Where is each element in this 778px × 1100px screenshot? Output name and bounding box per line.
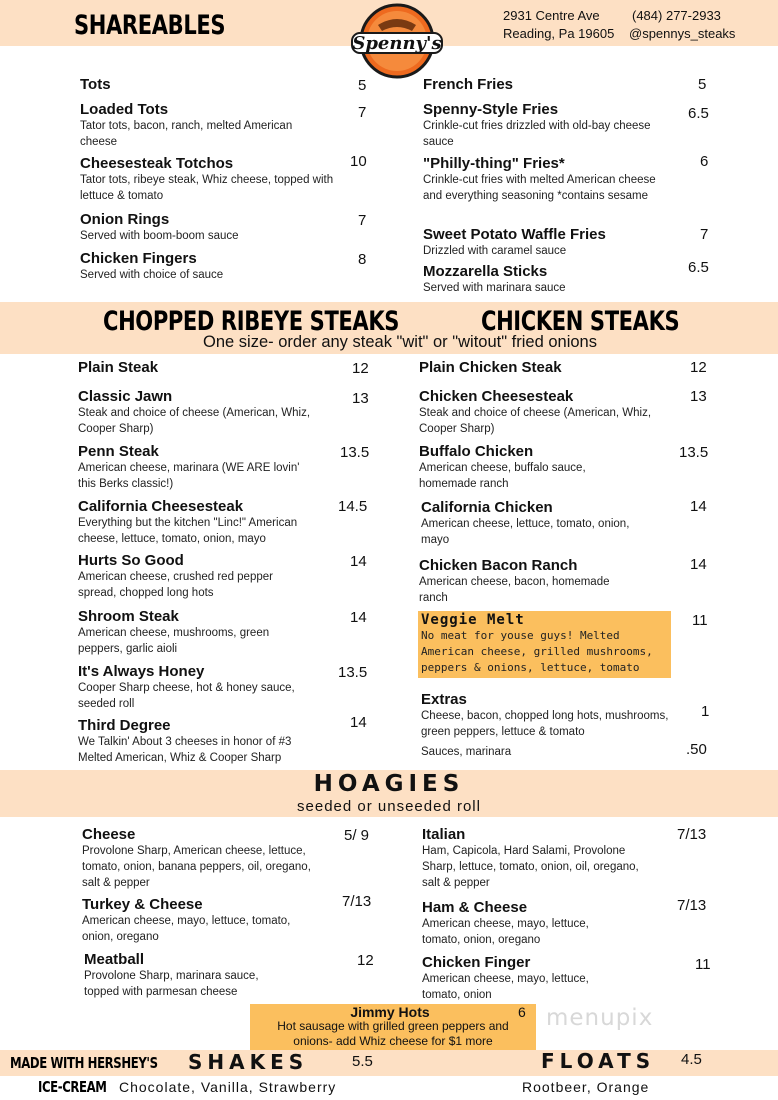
item-price: 12	[352, 360, 369, 377]
item-price: 7	[358, 104, 367, 121]
item-price: 13	[690, 388, 707, 405]
item-price: 6	[700, 153, 709, 170]
menupix-watermark: menupix	[546, 1005, 654, 1031]
hershey-line1: MADE WITH HERSHEY'S	[10, 1054, 158, 1072]
item-price: 12	[690, 359, 707, 376]
chicken-title: CHICKEN STEAKS	[481, 306, 680, 337]
item-price: 7/13	[342, 893, 372, 910]
list-item: Chicken Cheesesteak Steak and choice of cheese (American, Whiz, Cooper Sharp)	[419, 388, 652, 435]
list-item: "Philly-thing" Fries* Crinkle-cut fries with melted American cheese and everything seasoning *contains sesame	[423, 155, 656, 202]
list-item: Sweet Potato Waffle Fries Drizzled with caramel sauce	[423, 226, 606, 257]
item-price: 14	[350, 553, 367, 570]
list-item: Chicken Fingers Served with choice of sauce	[80, 250, 224, 281]
item-price: 11	[692, 612, 708, 629]
item-price: 8	[358, 251, 367, 268]
spennys-logo	[348, 3, 446, 79]
item-price: 14.5	[338, 498, 368, 515]
veggie-melt-desc: No meat for youse guys! Melted American cheese, grilled mushrooms, peppers & onions, lettuce, tomato	[421, 629, 653, 674]
item-price: 10	[350, 153, 367, 170]
address-line2: Reading, Pa 19605	[503, 26, 615, 41]
item-price: 7/13	[677, 897, 707, 914]
list-item: Shroom Steak American cheese, mushrooms, green peppers, garlic aioli	[78, 608, 270, 655]
item-price: 6.5	[688, 105, 709, 122]
floats-price: 4.5	[681, 1051, 702, 1068]
item-price: 13.5	[338, 664, 368, 681]
shakes-price: 5.5	[352, 1053, 373, 1070]
list-item: Buffalo Chicken American cheese, buffalo sauce, homemade ranch	[419, 443, 586, 490]
list-item: Classic Jawn Steak and choice of cheese (American, Whiz, Cooper Sharp)	[78, 388, 311, 435]
shakes-title: SHAKES	[188, 1050, 309, 1074]
hershey-line2: ICE-CREAM	[38, 1078, 107, 1096]
jimmy-hots-price: 6	[518, 1004, 526, 1020]
item-price: 5	[358, 77, 367, 94]
list-item: It's Always Honey Cooper Sharp cheese, hot & honey sauce, seeded roll	[78, 663, 295, 710]
item-price: 6.5	[688, 259, 709, 276]
list-item: Tots	[80, 76, 111, 93]
instagram-handle[interactable]: @spennys_steaks	[629, 26, 736, 41]
item-price: 1	[701, 703, 710, 720]
floats-title: FLOATS	[541, 1049, 656, 1073]
item-price: 11	[695, 956, 711, 973]
list-item: Plain Chicken Steak	[419, 359, 562, 376]
hoagies-title: HOAGIES	[313, 771, 465, 797]
list-item: California Cheesesteak Everything but the kitchen "Linc!" American cheese, lettuce, tomato, onion, mayo	[78, 498, 298, 545]
item-price: 12	[357, 952, 374, 969]
item-price: 7/13	[677, 826, 707, 843]
list-item: California Chicken American cheese, lettuce, tomato, onion, mayo	[421, 499, 630, 546]
extras-item: Extras Cheese, bacon, chopped long hots, mushrooms, green peppers, lettuce & tomato Sauces, marinara	[421, 691, 669, 758]
item-price: 7	[700, 226, 709, 243]
list-item: Meatball Provolone Sharp, marinara sauce, topped with parmesan cheese	[84, 951, 259, 998]
steaks-subtitle: One size- order any steak "wit" or "witout" fried onions	[203, 333, 597, 351]
veggie-melt-name: Veggie Melt	[421, 612, 525, 628]
veggie-melt-item	[421, 612, 671, 676]
shareables-title: SHAREABLES	[74, 10, 226, 41]
list-item: Third Degree We Talkin' About 3 cheeses in honor of #3 Melted American, Whiz & Cooper Sharp	[78, 717, 292, 764]
list-item: Italian Ham, Capicola, Hard Salami, Provolone Sharp, lettuce, tomato, onion, oil, oregano, salt & pepper	[422, 826, 639, 889]
item-price: 14	[350, 609, 367, 626]
logo-text: Spenny's	[352, 33, 442, 54]
item-price: 14	[690, 498, 707, 515]
list-item: Loaded Tots Tator tots, bacon, ranch, melted American cheese	[80, 101, 293, 148]
list-item: Hurts So Good American cheese, crushed red pepper spread, chopped long hots	[78, 552, 273, 599]
list-item: Onion Rings Served with boom-boom sauce	[80, 211, 239, 242]
item-price: 13.5	[340, 444, 370, 461]
item-price: 5/ 9	[344, 827, 370, 844]
list-item: French Fries	[423, 76, 514, 93]
sauces-price: .50	[686, 741, 707, 758]
jimmy-hots-name: Jimmy Hots	[350, 1004, 430, 1020]
address-line1: 2931 Centre Ave	[503, 8, 600, 23]
list-item: Chicken Finger American cheese, mayo, lettuce, tomato, onion	[422, 954, 589, 1001]
hoagies-subtitle: seeded or unseeded roll	[297, 798, 481, 815]
ribeye-title: CHOPPED RIBEYE STEAKS	[103, 306, 400, 337]
item-price: 13	[352, 390, 369, 407]
item-price: 13.5	[679, 444, 709, 461]
list-item: Penn Steak American cheese, marinara (WE ARE lovin' this Berks classic!)	[78, 443, 300, 490]
list-item: Cheese Provolone Sharp, American cheese, lettuce, tomato, onion, banana peppers, oil, oregano, salt & pepper	[82, 826, 311, 889]
list-item: Cheesesteak Totchos Tator tots, ribeye steak, Whiz cheese, topped with lettuce & tomato	[80, 155, 334, 202]
item-price: 14	[350, 714, 367, 731]
floats-flavors: Rootbeer, Orange	[522, 1079, 650, 1095]
item-price: 14	[690, 556, 707, 573]
item-price: 5	[698, 76, 707, 93]
list-item: Ham & Cheese American cheese, mayo, lettuce, tomato, onion, oregano	[422, 899, 589, 946]
list-item: Spenny-Style Fries Crinkle-cut fries drizzled with old-bay cheese sauce	[423, 101, 651, 148]
shakes-flavors: Chocolate, Vanilla, Strawberry	[119, 1079, 337, 1095]
list-item: Plain Steak	[78, 359, 159, 376]
list-item: Chicken Bacon Ranch American cheese, bacon, homemade ranch	[419, 557, 610, 604]
phone-number[interactable]: (484) 277-2933	[632, 8, 721, 23]
list-item: Mozzarella Sticks Served with marinara sauce	[423, 263, 566, 294]
jimmy-hots-desc: Hot sausage with grilled green peppers and onions- add Whiz cheese for $1 more	[277, 1019, 509, 1048]
list-item: Turkey & Cheese American cheese, mayo, lettuce, tomato, onion, oregano	[82, 896, 291, 943]
item-price: 7	[358, 212, 367, 229]
